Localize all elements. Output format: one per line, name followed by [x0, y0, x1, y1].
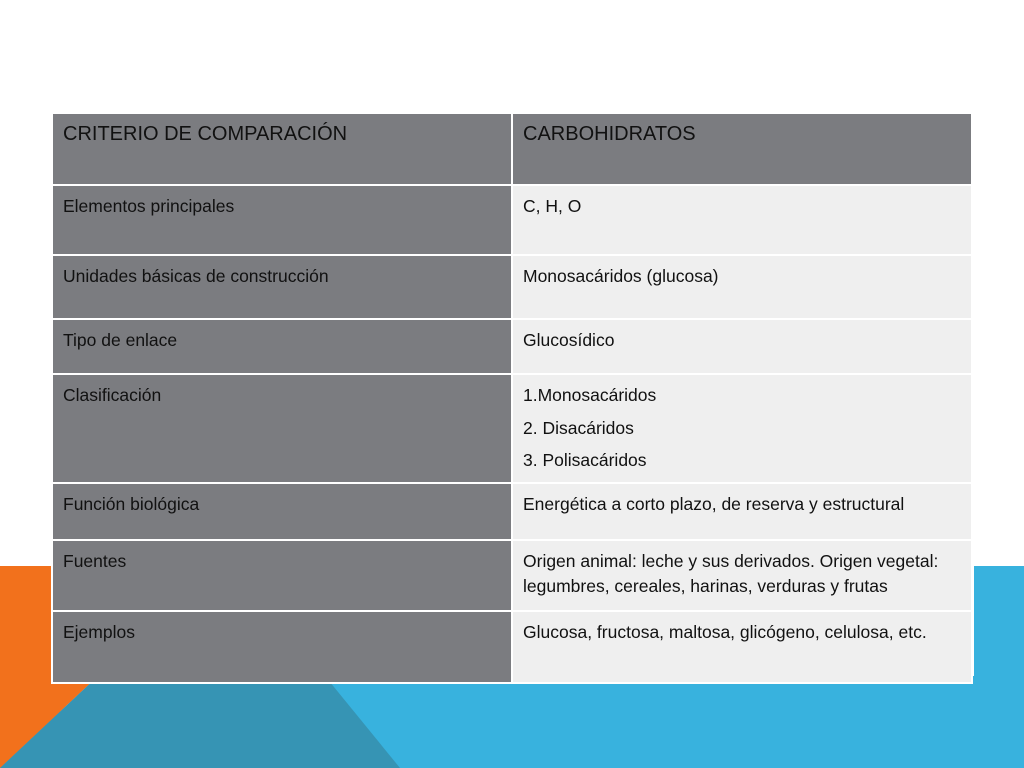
header-carbohydrates: CARBOHIDRATOS: [512, 113, 972, 185]
value-cell: Monosacáridos (glucosa): [512, 255, 972, 319]
table-header-row: [52, 113, 972, 185]
value-cell: Energética a corto plazo, de reserva y estructural: [512, 483, 972, 540]
criterion-cell: Elementos principales: [52, 185, 512, 255]
classification-item: 3. Polisacáridos: [523, 450, 647, 470]
criterion-cell: Clasificación: [52, 374, 512, 483]
value-cell: Glucosídico: [512, 319, 972, 374]
value-cell-list: [512, 374, 972, 483]
criterion-cell: Función biológica: [52, 483, 512, 540]
table-row: [52, 255, 972, 319]
value-cell: Origen animal: leche y sus derivados. Origen vegetal: legumbres, cereales, harinas, verduras y frutas: [512, 540, 972, 611]
table-row: [52, 185, 972, 255]
header-criterion: CRITERIO DE COMPARACIÓN: [52, 113, 512, 185]
criterion-cell: Unidades básicas de construcción: [52, 255, 512, 319]
comparison-table-container: [51, 112, 973, 684]
criterion-cell: Fuentes: [52, 540, 512, 611]
table-row: [52, 319, 972, 374]
table-row: [52, 611, 972, 683]
table-row: [52, 483, 972, 540]
criterion-cell: Tipo de enlace: [52, 319, 512, 374]
value-cell: Glucosa, fructosa, maltosa, glicógeno, celulosa, etc.: [512, 611, 972, 683]
table-row: [52, 374, 972, 483]
classification-item: 2. Disacáridos: [523, 418, 634, 438]
comparison-table: [51, 112, 973, 684]
classification-item: 1.Monosacáridos: [523, 385, 657, 405]
table-row: [52, 540, 972, 611]
criterion-cell: Ejemplos: [52, 611, 512, 683]
value-cell: C, H, O: [512, 185, 972, 255]
